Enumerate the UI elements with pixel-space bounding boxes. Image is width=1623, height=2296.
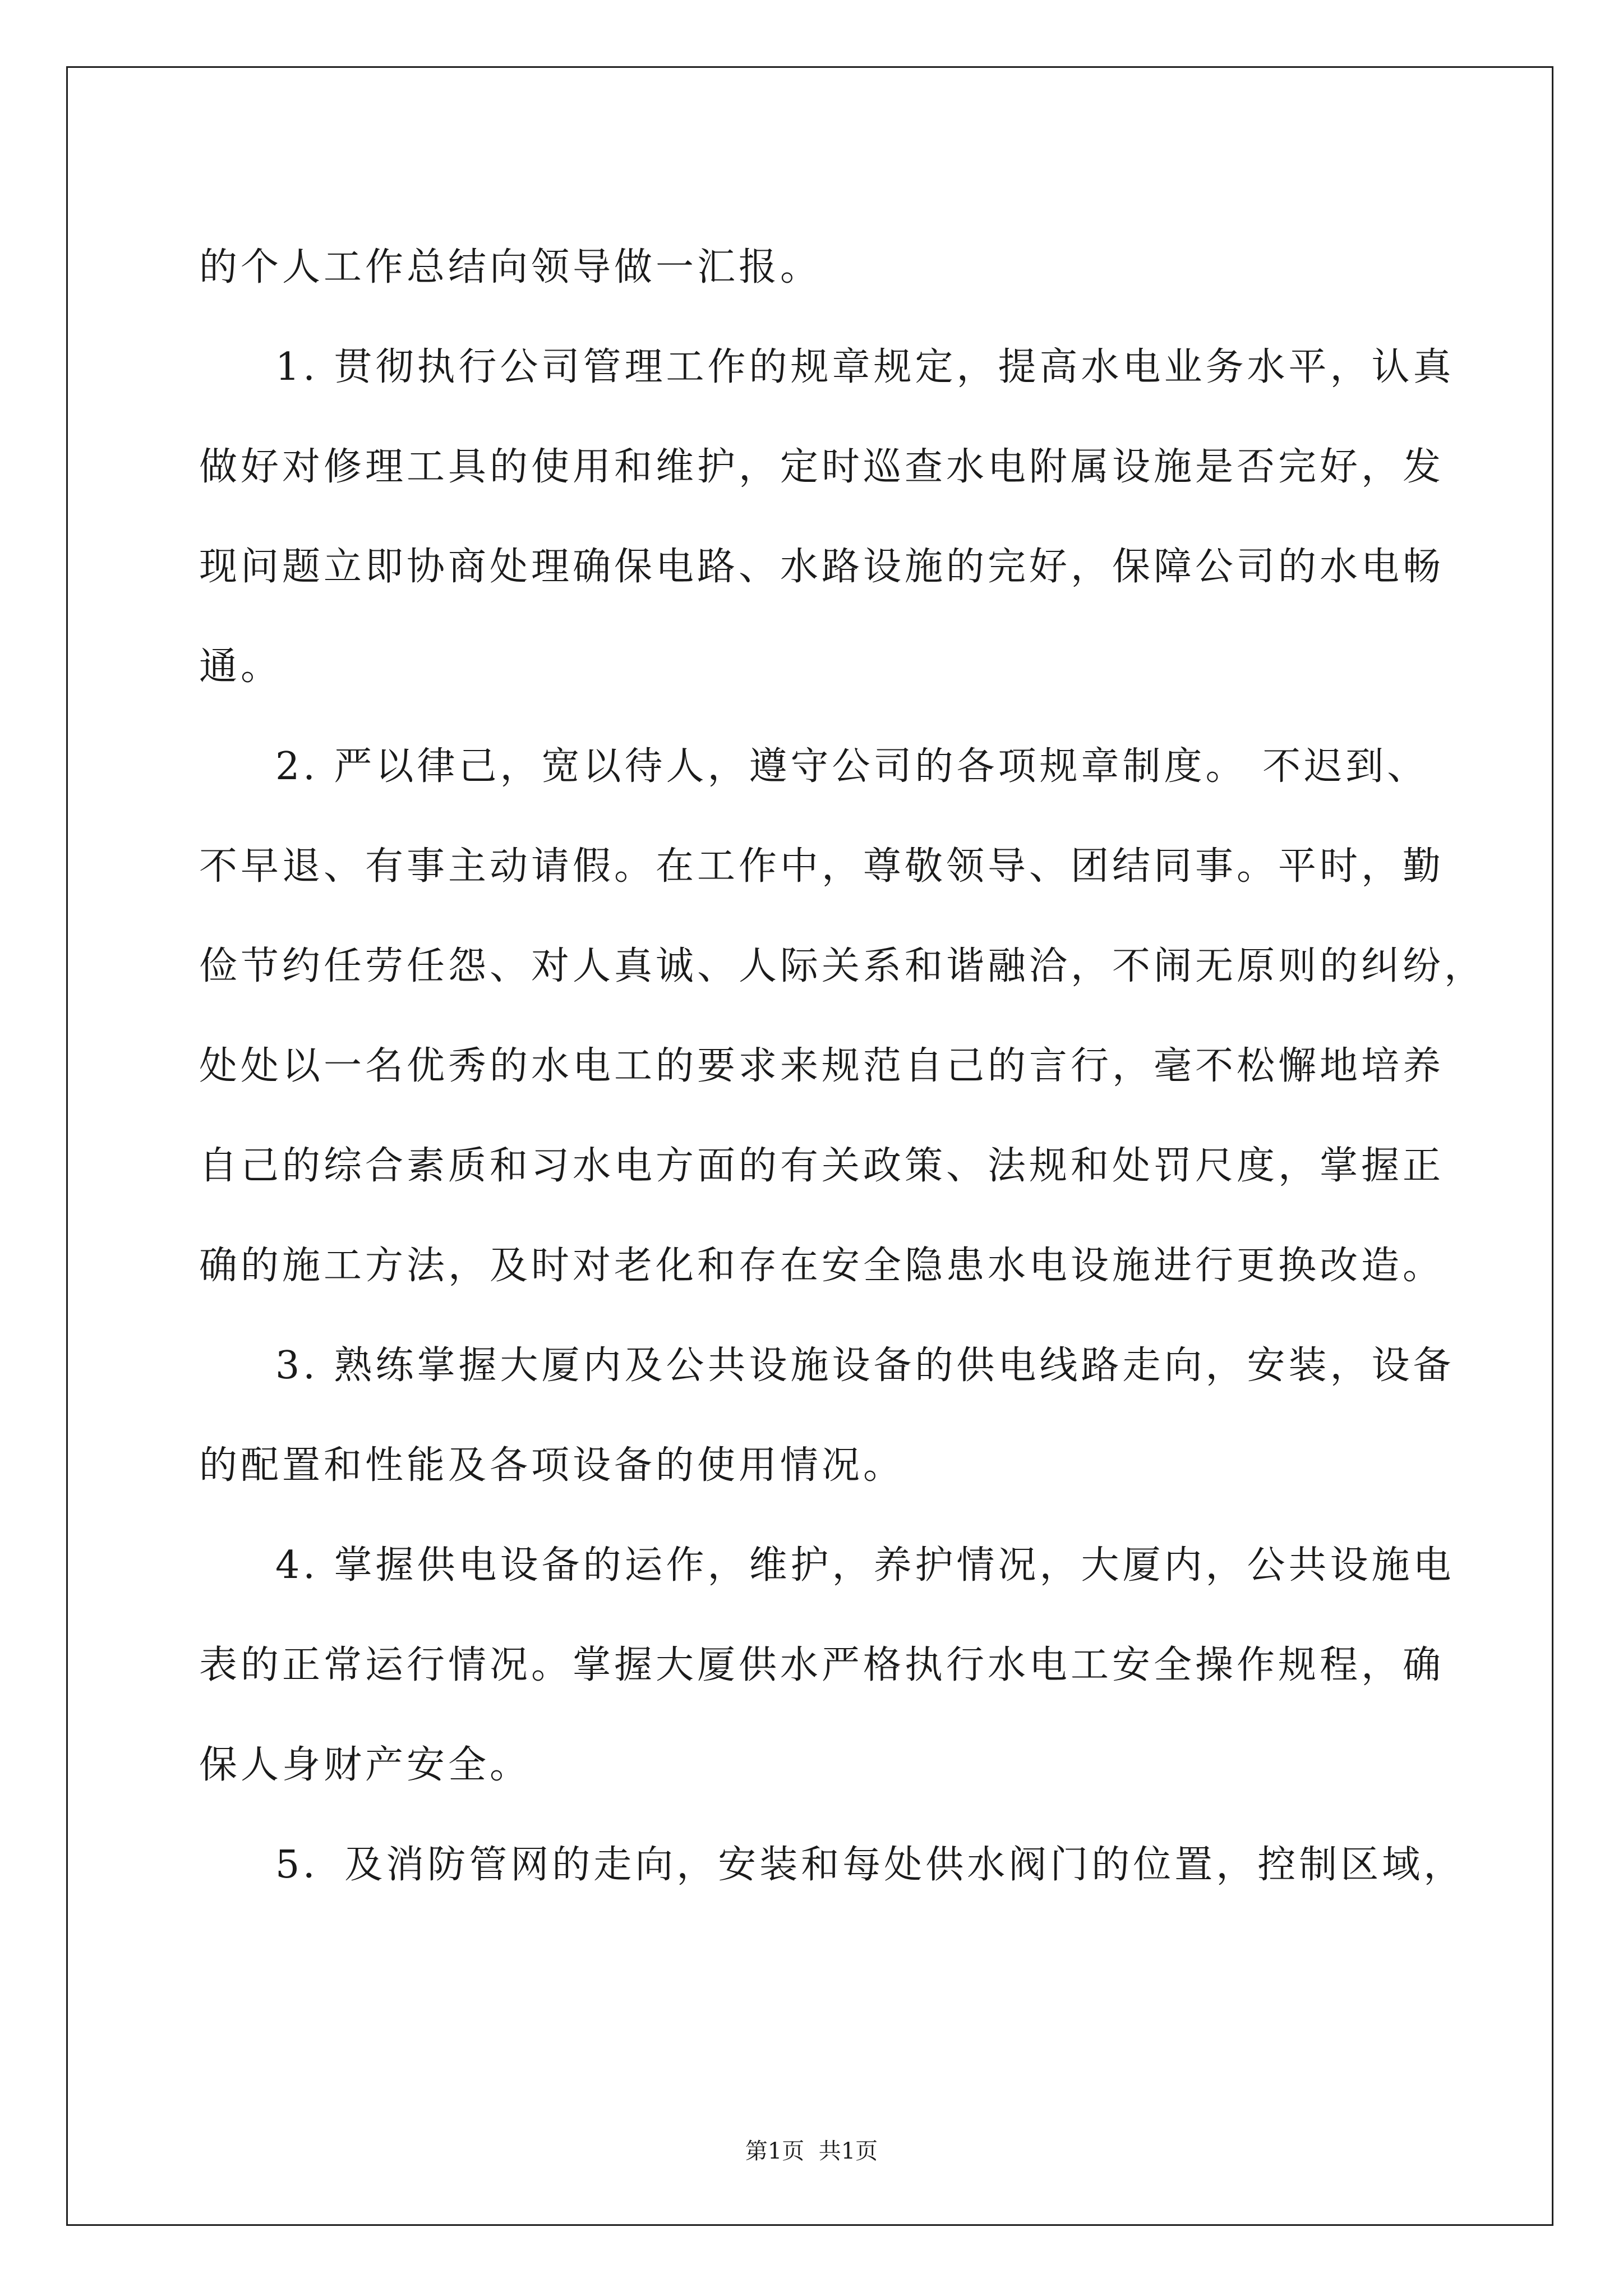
text-line: 3. 熟练掌握大厦内及公共设施设备的供电线路走向，安装，设备 <box>275 1343 1455 1388</box>
text-line: 5．及消防管网的走向，安装和每处供水阀门的位置，控制区域， <box>275 1843 1465 1887</box>
text-line: 俭节约任劳任怨、对人真诚、人际关系和谐融洽，不闹无原则的纠纷， <box>199 944 1486 988</box>
document-body <box>199 218 1486 1915</box>
text-line: 保人身财产安全。 <box>199 1743 532 1787</box>
text-line: 的个人工作总结向领导做一汇报。 <box>199 245 822 289</box>
text-line: 2. 严以律己，宽以待人，遵守公司的各项规章制度。 不迟到、 <box>275 744 1429 789</box>
text-line: 4. 掌握供电设备的运作，维护，养护情况，大厦内，公共设施电 <box>275 1543 1455 1588</box>
text-line: 表的正常运行情况。掌握大厦供水严格执行水电工安全操作规程，确 <box>199 1643 1445 1687</box>
text-line: 现问题立即协商处理确保电路、水路设施的完好，保障公司的水电畅 <box>199 545 1445 589</box>
page-footer: 第1页 共1页 <box>745 2138 878 2164</box>
text-line: 处处以一名优秀的水电工的要求来规范自己的言行，毫不松懈地培养 <box>199 1044 1445 1088</box>
text-line: 的配置和性能及各项设备的使用情况。 <box>199 1443 905 1488</box>
text-line: 1. 贯彻执行公司管理工作的规章规定，提高水电业务水平，认真 <box>275 345 1455 389</box>
text-line: 自己的综合素质和习水电方面的有关政策、法规和处罚尺度，掌握正 <box>199 1144 1445 1188</box>
text-line: 做好对修理工具的使用和维护，定时巡查水电附属设施是否完好，发 <box>199 445 1445 489</box>
text-line: 通。 <box>199 645 283 689</box>
text-line: 不早退、有事主动请假。在工作中，尊敬领导、团结同事。平时，勤 <box>199 844 1445 889</box>
text-line: 确的施工方法，及时对老化和存在安全隐患水电设施进行更换改造。 <box>199 1244 1445 1288</box>
